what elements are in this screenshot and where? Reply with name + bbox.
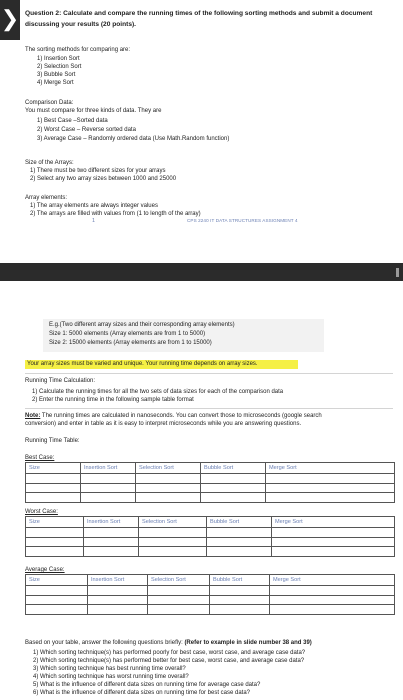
slide-1 (0, 0, 403, 265)
rt-title: Running Time Calculation: (25, 378, 96, 384)
slide-footer: CPS 2240 IT DATA STRUCTURES ASSIGNMENT 4 (187, 218, 298, 223)
method-item: 4) Merge Sort (37, 80, 74, 86)
note-line-2: conversion) and enter in table as it is easy to interpret microseconds while you are answering questions. (25, 421, 302, 427)
separator (25, 408, 393, 409)
note-line (25, 413, 322, 421)
comparison-item: 1) Best Case –Sorted data (37, 118, 108, 124)
table-header: Size (26, 463, 81, 474)
separator (25, 373, 393, 374)
table-header: Selection Sort (139, 517, 207, 528)
methods-intro: The sorting methods for comparing are: (25, 47, 131, 53)
table-header: Insertion Sort (81, 463, 136, 474)
table-header: Size (26, 517, 84, 528)
example-line: Size 1: 5000 elements (Array elements are from 1 to 5000) (49, 331, 206, 337)
comparison-intro: You must compare for three kinds of data. They are (25, 108, 162, 114)
comparison-item: 2) Worst Case – Reverse sorted data (37, 127, 136, 133)
size-item: 1) There must be two different sizes for your arrays (30, 168, 166, 174)
method-item: 2) Selection Sort (37, 64, 82, 70)
page-number: 1 (92, 218, 96, 224)
answer-item: 5) What is the influence of different data sizes on running time for average case data? (33, 682, 261, 688)
method-item: 3) Bubble Sort (37, 72, 76, 78)
note-text: The running times are calculated in nanoseconds. You can convert those to microseconds (google search (40, 413, 322, 419)
slide-divider (0, 263, 403, 281)
example-line: E.g.(Two different array sizes and their corresponding array elements) (49, 322, 235, 328)
average-case-label: Average Case: (25, 567, 65, 573)
table-header: Bubble Sort (201, 463, 266, 474)
table-header: Merge Sort (272, 517, 395, 528)
method-item: 1) Insertion Sort (37, 56, 80, 62)
array-item: 2) The arrays are filled with values from (1 to length of the array) (30, 211, 201, 217)
array-item: 1) The array elements are always integer values (30, 203, 158, 209)
table-title: Running Time Table: (25, 438, 80, 444)
example-line: Size 2: 15000 elements (Array elements are from 1 to 15000) (49, 340, 212, 346)
table-header: Selection Sort (136, 463, 201, 474)
table-header: Insertion Sort (84, 517, 139, 528)
answer-item: 2) Which sorting technique(s) has performed better for best case, worst case, and average case data? (33, 658, 305, 664)
table-header: Merge Sort (266, 463, 395, 474)
answer-item: 3) Which sorting technique has best running time overall? (33, 666, 186, 672)
comparison-title: Comparison Data: (25, 100, 74, 106)
table-header: Bubble Sort (207, 517, 272, 528)
array-title: Array elements: (25, 195, 68, 201)
scrollbar-thumb[interactable] (396, 268, 399, 277)
answer-ref: (Refer to example in slide number 38 and 39) (184, 640, 312, 646)
best-case-table (25, 462, 395, 503)
rt-item: 2) Enter the running time in the following sample table format (32, 397, 194, 403)
answer-intro-line (25, 640, 312, 648)
note-label: Note: (25, 413, 41, 419)
chevron-right-icon: ❯ (0, 5, 20, 31)
table-header: Merge Sort (270, 575, 395, 586)
worst-case-label: Worst Case: (25, 509, 58, 515)
average-case-table (25, 574, 395, 615)
size-title: Size of the Arrays: (25, 160, 74, 166)
size-item: 2) Select any two array sizes between 1000 and 25000 (30, 176, 177, 182)
rt-item: 1) Calculate the running times for all the two sets of data sizes for each of the comparison data (32, 389, 284, 395)
answer-item: 6) What is the influence of different data sizes on running time for best case data? (33, 690, 251, 696)
table-header: Bubble Sort (210, 575, 270, 586)
worst-case-table (25, 516, 395, 557)
best-case-label: Best Case: (25, 455, 55, 461)
answer-item: 1) Which sorting technique(s) has performed poorly for best case, worst case, and average case data? (33, 650, 306, 656)
table-header: Insertion Sort (88, 575, 148, 586)
table-header: Selection Sort (148, 575, 210, 586)
answer-intro: Based on your table, answer the following questions briefly: (25, 640, 185, 646)
question-heading: Question 2: Calculate and compare the running times of the following sorting methods and submit a document discussing your results (20 points). (25, 10, 373, 28)
comparison-item: 3) Average Case – Randomly ordered data (Use Math.Random function) (37, 136, 230, 142)
answer-item: 4) Which sorting technique has worst running time overall? (33, 674, 189, 680)
table-header: Size (26, 575, 88, 586)
highlight-text: Your array sizes must be varied and unique. Your running time depends on array sizes. (27, 361, 258, 367)
